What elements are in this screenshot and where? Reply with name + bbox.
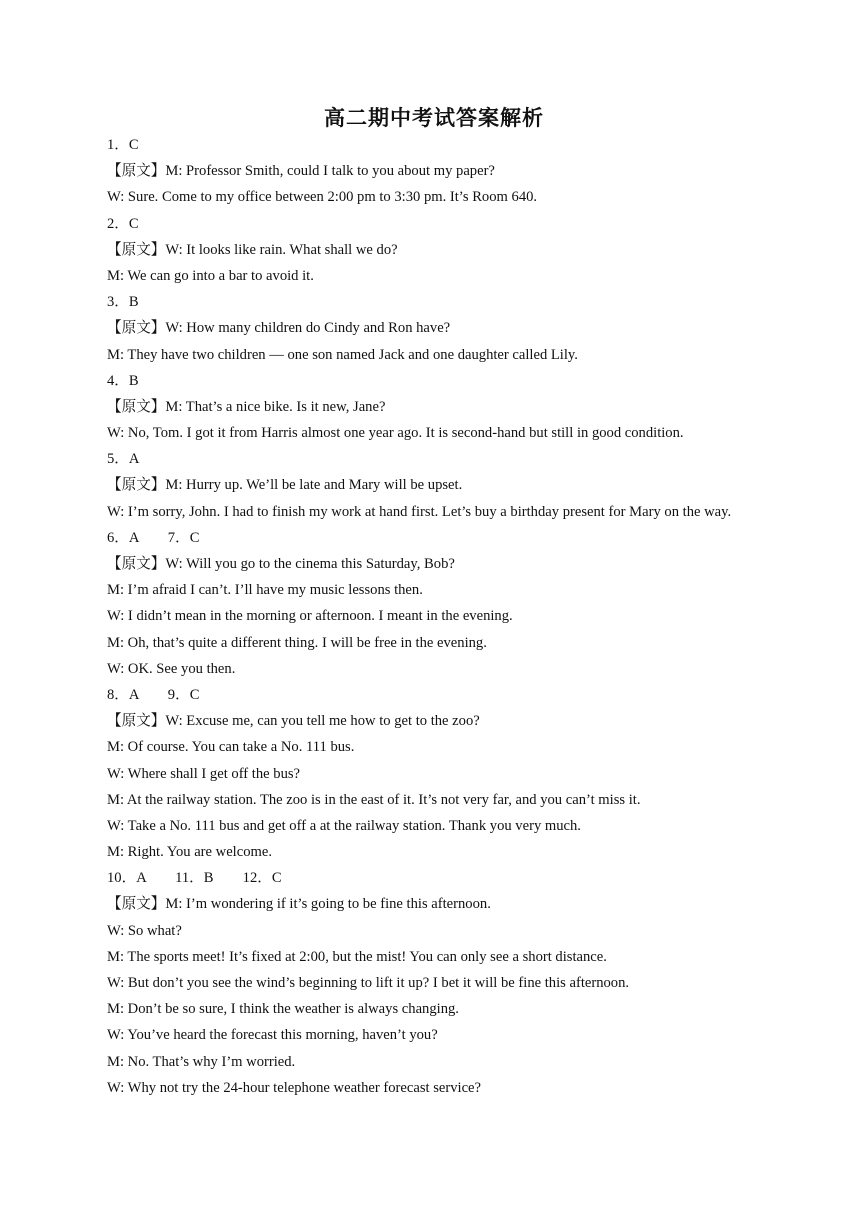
text-line: M: The sports meet! It’s fixed at 2:00, but the mist! You can only see a short distance.	[107, 948, 607, 965]
text-line: 【原文】M: Hurry up. We’ll be late and Mary will be upset.	[107, 477, 463, 494]
page-title: 高二期中考试答案解析	[324, 106, 544, 130]
text-line: W: No, Tom. I got it from Harris almost one year ago. It is second-hand but still in good condition.	[107, 425, 684, 442]
text-line: M: Right. You are welcome.	[107, 844, 272, 861]
text-line: W: Sure. Come to my office between 2:00 pm to 3:30 pm. It’s Room 640.	[107, 189, 538, 206]
text-line: 【原文】W: Excuse me, can you tell me how to get to the zoo?	[107, 713, 480, 730]
text-line: M: They have two children — one son named Jack and one daughter called Lily.	[107, 346, 578, 363]
text-line: 4．B	[107, 372, 139, 389]
text-line: 【原文】W: Will you go to the cinema this Saturday, Bob?	[107, 556, 455, 573]
text-line: M: We can go into a bar to avoid it.	[107, 267, 314, 284]
text-line: 3．B	[107, 294, 139, 311]
text-line: W: Why not try the 24-hour telephone weather forecast service?	[107, 1079, 482, 1096]
text-line: 2．C	[107, 215, 139, 232]
text-line: W: OK. See you then.	[107, 660, 236, 677]
text-line: M: At the railway station. The zoo is in the east of it. It’s not very far, and you can’t miss it.	[107, 791, 641, 808]
text-line: 【原文】M: Professor Smith, could I talk to you about my paper?	[107, 163, 495, 180]
text-line: W: You’ve heard the forecast this morning, haven’t you?	[107, 1027, 438, 1044]
text-line: 10．A 11．B 12．C	[107, 870, 282, 887]
text-line: M: Don’t be so sure, I think the weather is always changing.	[107, 1001, 459, 1018]
text-line: 【原文】M: I’m wondering if it’s going to be fine this afternoon.	[107, 896, 491, 913]
text-line: W: Where shall I get off the bus?	[107, 765, 301, 782]
answer-transcript-list	[107, 132, 747, 1101]
text-line: W: But don’t you see the wind’s beginning to lift it up? I bet it will be fine this afternoon.	[107, 975, 630, 992]
text-line: 【原文】M: That’s a nice bike. Is it new, Jane?	[107, 398, 386, 415]
text-line: 8．A 9．C	[107, 686, 200, 703]
text-line: 5．A	[107, 451, 140, 468]
text-line: M: I’m afraid I can’t. I’ll have my music lessons then.	[107, 582, 423, 599]
text-line: 1．C	[107, 137, 139, 153]
text-line: W: I didn’t mean in the morning or afternoon. I meant in the evening.	[107, 608, 513, 625]
text-line: 【原文】W: How many children do Cindy and Ron have?	[107, 320, 451, 337]
text-line: W: So what?	[107, 922, 182, 939]
text-line: 6．A 7．C	[107, 529, 200, 546]
text-line: M: No. That’s why I’m worried.	[107, 1053, 296, 1070]
text-line: W: I’m sorry, John. I had to finish my work at hand first. Let’s buy a birthday present for Mary on the way.	[107, 503, 732, 520]
text-line: 【原文】W: It looks like rain. What shall we do?	[107, 241, 398, 258]
text-line: M: Oh, that’s quite a different thing. I will be free in the evening.	[107, 634, 487, 651]
text-line: W: Take a No. 111 bus and get off a at the railway station. Thank you very much.	[107, 817, 581, 834]
text-line: M: Of course. You can take a No. 111 bus.	[107, 739, 355, 756]
